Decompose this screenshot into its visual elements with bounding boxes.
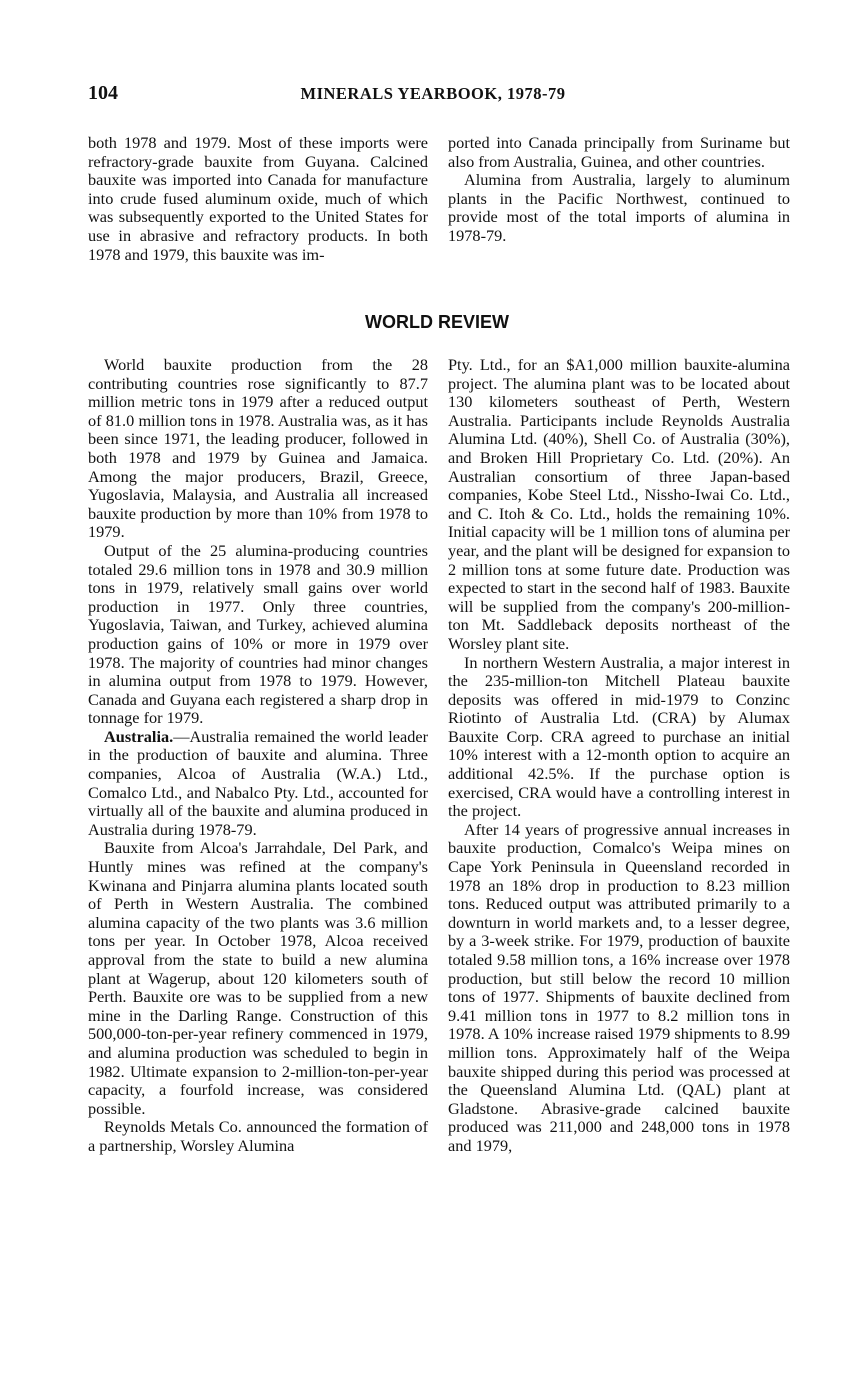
run-in-heading: Australia. [104, 726, 174, 746]
running-head: MINERALS YEARBOOK, 1978-79 [300, 84, 566, 103]
paragraph: Pty. Ltd., for an $A1,000 million bauxite-alumina project. The alumina plant was to be located about 130 kilometers southeast of Perth, Western Australia. Participants include Reynolds Australia Alumina Ltd. (40%), Shell Co. of Australia (30%), and Broken Hill Proprietary Co. Ltd. (20%). An Australian consortium of three Japan-based companies, Kobe Steel Ltd., Nissho-Iwai Co. Ltd., and C. Itoh & Co. Ltd., holds the remaining 10%. Initial capacity will be 1 million tons of alumina per year, and the plant will be designed for expansion to 2 million tons at some future date. Production was expected to start in the second half of 1983. Bauxite will be supplied from the company's 200-million-ton Mt. Saddleback deposits northeast of the Worsley plant site. [448, 355, 790, 653]
paragraph: ported into Canada principally from Suriname but also from Australia, Guinea, and other countries. [448, 133, 790, 171]
paragraph: In northern Western Australia, a major interest in the 235-million-ton Mitchell Plateau bauxite deposits was offered in mid-1979 to Conzinc Riotinto of Australia Ltd. (CRA) by Alumax Bauxite Corp. CRA agreed to purchase an initial 10% interest with a 12-month option to acquire an additional 42.5%. If the purchase option is exercised, CRA would have a controlling interest in the project. [448, 652, 790, 821]
page-header [88, 82, 778, 108]
paragraph: Alumina from Australia, largely to aluminum plants in the Pacific Northwest, continued to provide most of the total imports of alumina in 1978-79. [448, 170, 790, 245]
paragraph-australia [88, 728, 428, 840]
paragraph: World bauxite production from the 28 contributing countries rose significantly to 87.7 million metric tons in 1979 after a reduced output of 81.0 million tons in 1978. Australia was, as it has been since 1971, the leading producer, followed in both 1978 and 1979 by Guinea and Jamaica. Among the major producers, Brazil, Greece, Yugoslavia, Malaysia, and Australia all increased bauxite production by more than 10% from 1978 to 1979. [88, 355, 428, 542]
left-column [88, 356, 428, 1156]
right-column [448, 356, 790, 1156]
page-number: 104 [88, 82, 118, 104]
paragraph: Reynolds Metals Co. announced the formation of a partnership, Worsley Alumina [88, 1117, 428, 1155]
paragraph-text: —Australia remained the world leader in the production of bauxite and alumina. Three companies, Alcoa of Australia (W.A.) Ltd., Comalco Ltd., and Nabalco Pty. Ltd., accounted for virtually all of the bauxite and alumina produced in Australia during 1978-79. [88, 726, 428, 839]
paragraph: Bauxite from Alcoa's Jarrahdale, Del Park, and Huntly mines was refined at the company's Kwinana and Pinjarra alumina plants located south of Perth in Western Australia. The combined alumina capacity of the two plants was 3.6 million tons per year. In October 1978, Alcoa received approval from the state to build a new alumina plant at Wagerup, about 120 kilometers south of Perth. Bauxite ore was to be supplied from a new mine in the Darling Range. Construction of this 500,000-ton-per-year refinery commenced in 1979, and alumina production was scheduled to begin in 1982. Ultimate expansion to 2-million-ton-per-year capacity, a fourfold increase, was considered possible. [88, 838, 428, 1118]
paragraph: Output of the 25 alumina-producing countries totaled 29.6 million tons in 1978 and 30.9 million tons in 1979, relatively small gains over world production in 1977. Only three countries, Yugoslavia, Taiwan, and Turkey, achieved alumina production gains of 10% or more in 1979 over 1978. The majority of countries had minor changes in alumina output from 1978 to 1979. However, Canada and Guyana each registered a sharp drop in tonnage for 1979. [88, 540, 428, 728]
top-left-column [88, 134, 428, 264]
paragraph: After 14 years of progressive annual increases in bauxite production, Comalco's Weipa mines on Cape York Peninsula in Queensland recorded in 1978 an 18% drop in production to 8.23 million tons. Reduced output was attributed primarily to a downturn in world markets and, to a lesser degree, by a 3-week strike. For 1979, production of bauxite totaled 9.58 million tons, a 16% increase over 1978 production, but still below the record 10 million tons of 1977. Shipments of bauxite declined from 9.41 million tons in 1977 to 8.2 million tons in 1978. A 10% increase raised 1979 shipments to 8.99 million tons. Approximately half of the Weipa bauxite shipped during this period was processed at the Queensland Alumina Ltd. (QAL) plant at Gladstone. Abrasive-grade calcined bauxite produced was 211,000 and 248,000 tons in 1978 and 1979, [448, 819, 790, 1155]
top-right-column [448, 134, 790, 246]
paragraph: both 1978 and 1979. Most of these imports were refractory-grade bauxite from Guyana. Calcined bauxite was imported into Canada for manufacture into crude fused aluminum oxide, much of which was subsequently exported to the United States for use in abrasive and refractory products. In both 1978 and 1979, this bauxite was im- [88, 133, 428, 264]
section-heading: WORLD REVIEW [365, 312, 509, 332]
